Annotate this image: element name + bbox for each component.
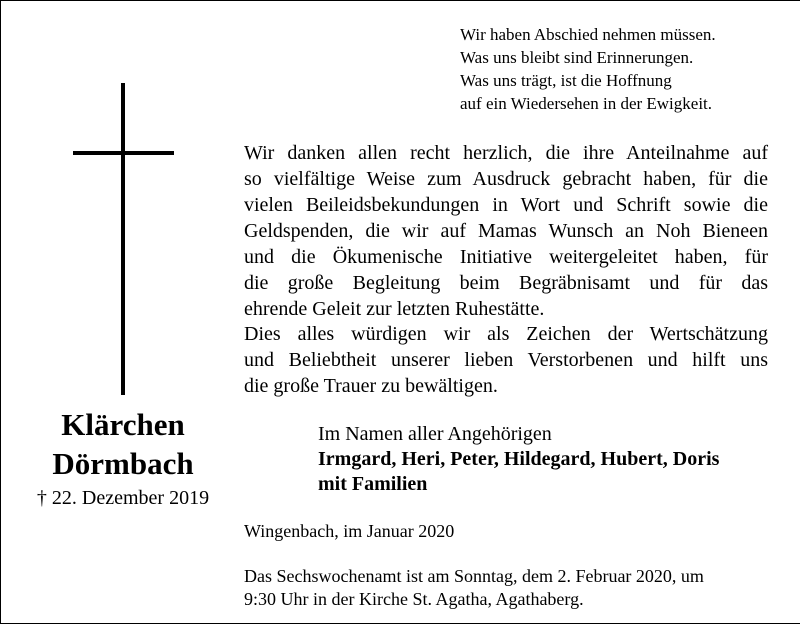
signature-families: mit Familien [318,473,428,495]
thanks-line: so vielfältige Weise zum Ausdruck gebracht haben, für die [244,168,768,190]
mass-line: 9:30 Uhr in der Kirche St. Agatha, Agathaberg. [244,589,584,609]
poem-line: Was uns trägt, ist die Hoffnung [460,71,672,90]
deceased-last-name: Dörmbach [52,446,194,481]
cross-vertical-bar [121,83,125,395]
thanks-line: die große Begleitung beim Begräbnisamt und für das [244,272,768,294]
thanks-line: Wir danken allen recht herzlich, die ihre Anteilnahme auf [244,142,768,164]
farewell-poem [460,23,790,115]
appreciation-line: die große Trauer zu bewältigen. [244,375,498,397]
signature-names: Irmgard, Heri, Peter, Hildegard, Hubert, Doris [318,448,720,470]
thanks-line: Geldspenden, die wir auf Mamas Wunsch an Noh Bieneen [244,220,768,242]
mass-line: Das Sechswochenamt ist am Sonntag, dem 2. Februar 2020, um [244,566,704,586]
signature-block [318,422,778,497]
thanks-paragraph [244,140,768,322]
thanks-line: vielen Beileidsbekundungen in Wort und Schrift sowie die [244,194,768,216]
poem-line: Was uns bleibt sind Erinnerungen. [460,48,694,67]
appreciation-line: Dies alles würdigen wir als Zeichen der Wertschätzung [244,323,768,345]
poem-line: Wir haben Abschied nehmen müssen. [460,25,716,44]
deceased-first-name: Klärchen [61,407,185,442]
poem-line: auf ein Wiedersehen in der Ewigkeit. [460,94,713,113]
place-date: Wingenbach, im Januar 2020 [244,521,455,541]
signature-intro: Im Namen aller Angehörigen [318,423,552,445]
memorial-mass-notice [244,565,768,611]
appreciation-line: und Beliebtheit unserer lieben Verstorbenen und hilft uns [244,349,768,371]
appreciation-paragraph [244,321,768,399]
death-date: † 22. Dezember 2019 [36,487,210,509]
thanks-line: ehrende Geleit zur letzten Ruhestätte. [244,298,545,320]
thanks-line: und die Ökumenische Initiative weitergeleitet haben, für [244,246,768,268]
cross-horizontal-bar [73,151,174,155]
